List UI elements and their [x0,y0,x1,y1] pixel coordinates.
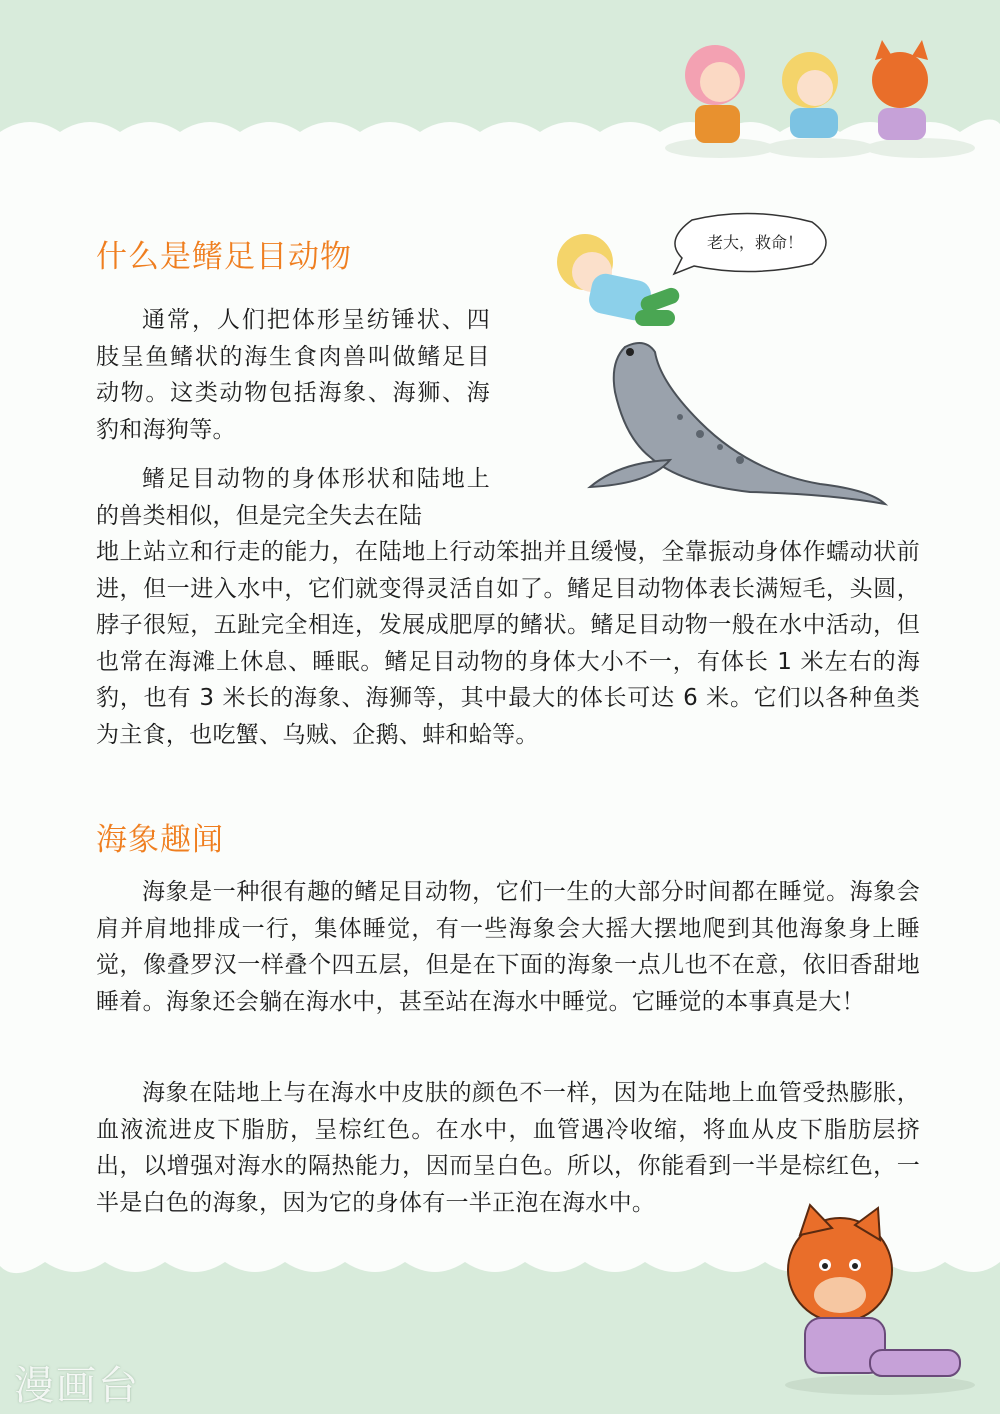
section1-paragraph-1: 通常，人们把体形呈纺锤状、四肢呈鱼鳍状的海生食肉兽叫做鳍足目动物。这类动物包括海象、海狮、海豹和海狗等。 [96,307,490,443]
section1-paragraph-2-start: 鳍足目动物的身体形状和陆地上的兽类相似，但是完全失去在陆 [96,466,490,529]
running-characters-illustration [660,30,980,165]
section-title-walrus-facts: 海象趣闻 [96,822,224,858]
bear-character-illustration [760,1200,990,1400]
seal-with-kid-illustration [530,222,900,522]
watermark-text: 漫画台 [14,1363,140,1409]
section2-paragraph-1: 海象是一种很有趣的鳍足目动物，它们一生的大部分时间都在睡觉。海象会肩并肩地排成一行，集体睡觉，有一些海象会大摇大摆地爬到其他海象身上睡觉，像叠罗汉一样叠个四五层，但是在下面的海象一点儿也不在意，依旧香甜地睡着。海象还会躺在海水中，甚至站在海水中睡觉。它睡觉的本事真是大！ [96,879,920,1015]
section-title-pinnipeds: 什么是鳍足目动物 [96,239,352,275]
section2-paragraph-2: 海象在陆地上与在海水中皮肤的颜色不一样，因为在陆地上血管受热膨胀，血液流进皮下脂肪，呈棕红色。在水中，血管遇冷收缩，将血从皮下脂肪层挤出，以增强对海水的隔热能力，因而呈白色。所以，你能看到一半是棕红色，一半是白色的海象，因为它的身体有一半正泡在海水中。 [96,1080,920,1216]
speech-bubble-text: 老大，救命！ [706,233,803,252]
section1-paragraph-2-continued: 地上站立和行走的能力，在陆地上行动笨拙并且缓慢，全靠振动身体作蠕动状前进，但一进入水中，它们就变得灵活自如了。鳍足目动物体表长满短毛，头圆，脖子很短，五趾完全相连，发展成肥厚的鳍状。鳍足目动物一般在水中活动，但也常在海滩上休息、睡眠。鳍足目动物的身体大小不一，有体长 1 米左右的海豹，也有 3 米长的海象、海狮等，其中最大的体长可达 6 米。它们以各种鱼类为主食，也吃蟹、乌贼、企鹅、蚌和蛤等。 [96,539,920,748]
